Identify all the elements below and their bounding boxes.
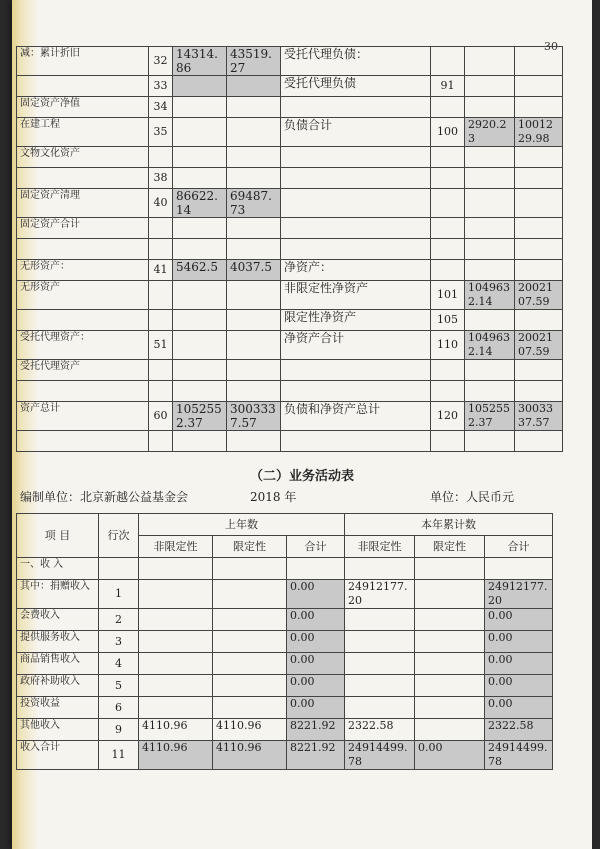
table-row (17, 47, 563, 76)
asset-closing-value (227, 147, 281, 168)
asset-closing-value (227, 218, 281, 239)
liability-code (431, 147, 465, 168)
liability-code (431, 360, 465, 381)
liability-code (431, 239, 465, 260)
asset-closing-value: 3003337.57 (227, 402, 281, 431)
liability-code (431, 47, 465, 76)
curr-unrestricted (345, 675, 415, 697)
asset-code: 35 (149, 118, 173, 147)
header-curr-restricted: 限定性 (415, 536, 485, 558)
asset-closing-value (227, 239, 281, 260)
table-row (17, 118, 563, 147)
activity-table (16, 513, 553, 770)
activity-table-title: （二）业务活动表 (249, 469, 354, 484)
liability-code (431, 218, 465, 239)
curr-total (485, 558, 553, 580)
liability-code (431, 168, 465, 189)
prev-restricted: 4110.96 (213, 719, 287, 741)
liability-closing-value (515, 310, 563, 331)
header-curr-total: 合计 (485, 536, 553, 558)
currency-unit: 单位：人民币元 (430, 490, 515, 504)
income-code: 6 (99, 697, 139, 719)
liability-code (431, 189, 465, 218)
liability-closing-value (515, 76, 563, 97)
curr-unrestricted (345, 609, 415, 631)
prev-total: 0.00 (287, 580, 345, 609)
curr-total: 2322.58 (485, 719, 553, 741)
table-row (17, 719, 553, 741)
table-row (17, 360, 563, 381)
table-row (17, 260, 563, 281)
liability-closing-value (515, 189, 563, 218)
prev-restricted (213, 609, 287, 631)
curr-restricted (415, 653, 485, 675)
liability-code: 105 (431, 310, 465, 331)
liability-opening-value (465, 310, 515, 331)
curr-total: 0.00 (485, 609, 553, 631)
asset-closing-value (227, 168, 281, 189)
asset-code: 38 (149, 168, 173, 189)
asset-opening-value (173, 360, 227, 381)
table-row (17, 147, 563, 168)
asset-opening-value: 86622.14 (173, 189, 227, 218)
curr-total: 0.00 (485, 631, 553, 653)
income-label: 商品销售收入 (17, 653, 99, 675)
income-code: 5 (99, 675, 139, 697)
asset-label: 固定资产合计 (17, 218, 149, 239)
curr-total: 0.00 (485, 697, 553, 719)
liability-label (281, 189, 431, 218)
prev-restricted (213, 558, 287, 580)
income-label: 政府补助收入 (17, 675, 99, 697)
liability-opening-value (465, 218, 515, 239)
income-code (99, 558, 139, 580)
asset-closing-value (227, 76, 281, 97)
curr-total: 0.00 (485, 675, 553, 697)
prev-restricted: 4110.96 (213, 741, 287, 770)
income-label: 其他收入 (17, 719, 99, 741)
prev-restricted (213, 697, 287, 719)
income-code: 3 (99, 631, 139, 653)
liability-opening-value: 2920.23 (465, 118, 515, 147)
liability-closing-value (515, 97, 563, 118)
liability-closing-value (515, 360, 563, 381)
asset-closing-value (227, 360, 281, 381)
curr-restricted (415, 631, 485, 653)
asset-code (149, 218, 173, 239)
liability-closing-value: 2002107.59 (515, 281, 563, 310)
curr-total: 0.00 (485, 653, 553, 675)
asset-code (149, 360, 173, 381)
liability-code (431, 97, 465, 118)
prev-unrestricted (139, 609, 213, 631)
asset-opening-value (173, 218, 227, 239)
asset-closing-value (227, 431, 281, 452)
prev-restricted (213, 675, 287, 697)
asset-opening-value (173, 97, 227, 118)
income-code: 2 (99, 609, 139, 631)
asset-code: 32 (149, 47, 173, 76)
asset-label: 减：累计折旧 (17, 47, 149, 76)
liability-closing-value: 2002107.59 (515, 331, 563, 360)
table-row (17, 281, 563, 310)
income-code: 9 (99, 719, 139, 741)
liability-closing-value (515, 218, 563, 239)
asset-code (149, 431, 173, 452)
liability-code: 100 (431, 118, 465, 147)
liability-opening-value: 1052552.37 (465, 402, 515, 431)
income-label: 投资收益 (17, 697, 99, 719)
liability-opening-value (465, 76, 515, 97)
liability-code: 120 (431, 402, 465, 431)
asset-opening-value (173, 281, 227, 310)
prev-total: 0.00 (287, 609, 345, 631)
prev-unrestricted (139, 653, 213, 675)
header-current-year: 本年累计数 (345, 514, 553, 536)
liability-opening-value: 1049632.14 (465, 281, 515, 310)
prev-restricted (213, 653, 287, 675)
prev-unrestricted (139, 631, 213, 653)
prev-total: 0.00 (287, 631, 345, 653)
income-label: 收入合计 (17, 741, 99, 770)
asset-opening-value (173, 118, 227, 147)
header-prev-total: 合计 (287, 536, 345, 558)
curr-unrestricted (345, 558, 415, 580)
asset-label: 受托代理资产 (17, 360, 149, 381)
table-row (17, 97, 563, 118)
document-page (12, 0, 592, 849)
income-code: 11 (99, 741, 139, 770)
prev-unrestricted (139, 580, 213, 609)
asset-closing-value (227, 281, 281, 310)
liability-closing-value: 1001229.98 (515, 118, 563, 147)
table-row (17, 697, 553, 719)
liability-opening-value (465, 189, 515, 218)
curr-total: 24912177.20 (485, 580, 553, 609)
asset-closing-value (227, 381, 281, 402)
liability-code (431, 431, 465, 452)
liability-code (431, 260, 465, 281)
asset-closing-value (227, 97, 281, 118)
liability-closing-value (515, 147, 563, 168)
liability-opening-value (465, 97, 515, 118)
asset-label: 资产总计 (17, 402, 149, 431)
liability-opening-value (465, 381, 515, 402)
asset-code: 60 (149, 402, 173, 431)
asset-label (17, 76, 149, 97)
income-code: 1 (99, 580, 139, 609)
asset-closing-value (227, 331, 281, 360)
asset-opening-value (173, 310, 227, 331)
liability-opening-value (465, 47, 515, 76)
liability-code (431, 381, 465, 402)
asset-code: 34 (149, 97, 173, 118)
asset-label: 受托代理资产： (17, 331, 149, 360)
asset-code: 40 (149, 189, 173, 218)
liability-label (281, 218, 431, 239)
table-row (17, 431, 563, 452)
header-prev-unrestricted: 非限定性 (139, 536, 213, 558)
table-row (17, 741, 553, 770)
header-prev-restricted: 限定性 (213, 536, 287, 558)
table-row (17, 558, 553, 580)
curr-restricted (415, 580, 485, 609)
asset-code (149, 381, 173, 402)
asset-opening-value (173, 168, 227, 189)
table-row (17, 310, 563, 331)
liability-label (281, 431, 431, 452)
header-prev-year: 上年数 (139, 514, 345, 536)
asset-label: 无形资产 (17, 281, 149, 310)
liability-closing-value (515, 381, 563, 402)
asset-closing-value: 69487.73 (227, 189, 281, 218)
curr-restricted: 0.00 (415, 741, 485, 770)
asset-opening-value: 1052552.37 (173, 402, 227, 431)
liability-code: 91 (431, 76, 465, 97)
asset-label (17, 239, 149, 260)
asset-opening-value (173, 331, 227, 360)
asset-opening-value: 14314.86 (173, 47, 227, 76)
liability-label: 净资产合计 (281, 331, 431, 360)
asset-opening-value (173, 76, 227, 97)
liability-label: 负债合计 (281, 118, 431, 147)
curr-unrestricted: 24912177.20 (345, 580, 415, 609)
liability-label: 限定性净资产 (281, 310, 431, 331)
table-row (17, 675, 553, 697)
asset-closing-value: 43519.27 (227, 47, 281, 76)
asset-label (17, 310, 149, 331)
income-label: 提供服务收入 (17, 631, 99, 653)
curr-restricted (415, 675, 485, 697)
liability-label (281, 360, 431, 381)
liability-opening-value (465, 431, 515, 452)
prev-total: 8221.92 (287, 741, 345, 770)
table-row (17, 168, 563, 189)
income-code: 4 (99, 653, 139, 675)
asset-opening-value: 5462.5 (173, 260, 227, 281)
table-row (17, 609, 553, 631)
liability-label: 受托代理负债： (281, 47, 431, 76)
asset-label: 固定资产清理 (17, 189, 149, 218)
table-row (17, 189, 563, 218)
asset-closing-value: 4037.5 (227, 260, 281, 281)
table-row (17, 580, 553, 609)
asset-opening-value (173, 381, 227, 402)
asset-code (149, 239, 173, 260)
asset-code: 33 (149, 76, 173, 97)
asset-code (149, 281, 173, 310)
liability-label: 负债和净资产总计 (281, 402, 431, 431)
asset-code (149, 147, 173, 168)
curr-unrestricted: 24914499.78 (345, 741, 415, 770)
liability-label: 非限定性净资产 (281, 281, 431, 310)
page-number: 30 (544, 40, 558, 53)
liability-label (281, 168, 431, 189)
asset-closing-value (227, 310, 281, 331)
asset-label (17, 381, 149, 402)
prev-unrestricted (139, 675, 213, 697)
asset-code: 51 (149, 331, 173, 360)
liability-closing-value (515, 431, 563, 452)
liability-opening-value (465, 360, 515, 381)
income-label: 一、收 入 (17, 558, 99, 580)
liability-closing-value (515, 168, 563, 189)
asset-closing-value (227, 118, 281, 147)
asset-label (17, 431, 149, 452)
asset-code: 41 (149, 260, 173, 281)
prev-unrestricted: 4110.96 (139, 719, 213, 741)
asset-code (149, 310, 173, 331)
prev-total: 8221.92 (287, 719, 345, 741)
header-curr-unrestricted: 非限定性 (345, 536, 415, 558)
liability-opening-value (465, 168, 515, 189)
asset-label: 在建工程 (17, 118, 149, 147)
prev-unrestricted (139, 697, 213, 719)
table-row (17, 76, 563, 97)
curr-restricted (415, 697, 485, 719)
asset-label: 固定资产净值 (17, 97, 149, 118)
table-row (17, 331, 563, 360)
asset-opening-value (173, 239, 227, 260)
curr-unrestricted (345, 631, 415, 653)
liability-opening-value: 1049632.14 (465, 331, 515, 360)
liability-opening-value (465, 260, 515, 281)
liability-code: 101 (431, 281, 465, 310)
asset-opening-value (173, 431, 227, 452)
asset-label (17, 168, 149, 189)
curr-total: 24914499.78 (485, 741, 553, 770)
header-code: 行次 (99, 514, 139, 558)
curr-unrestricted (345, 697, 415, 719)
liability-label (281, 239, 431, 260)
curr-unrestricted: 2322.58 (345, 719, 415, 741)
liability-label: 受托代理负债 (281, 76, 431, 97)
table-row (17, 653, 553, 675)
prev-restricted (213, 580, 287, 609)
prev-restricted (213, 631, 287, 653)
income-label: 会费收入 (17, 609, 99, 631)
table-row (17, 239, 563, 260)
asset-label: 无形资产： (17, 260, 149, 281)
asset-opening-value (173, 147, 227, 168)
organization-label: 编制单位：北京新越公益基金会 (20, 490, 189, 504)
prev-total: 0.00 (287, 675, 345, 697)
table-row (17, 631, 553, 653)
table-row (17, 218, 563, 239)
report-year: 2018 年 (250, 490, 297, 504)
curr-unrestricted (345, 653, 415, 675)
liability-closing-value (515, 239, 563, 260)
prev-unrestricted (139, 558, 213, 580)
asset-label: 文物文化资产 (17, 147, 149, 168)
liability-label (281, 147, 431, 168)
header-item: 项 目 (17, 514, 99, 558)
table-row (17, 381, 563, 402)
prev-total: 0.00 (287, 697, 345, 719)
liability-opening-value (465, 147, 515, 168)
balance-sheet-table (16, 46, 563, 452)
liability-closing-value (515, 260, 563, 281)
prev-unrestricted: 4110.96 (139, 741, 213, 770)
table-row (17, 402, 563, 431)
liability-closing-value: 3003337.57 (515, 402, 563, 431)
liability-label (281, 381, 431, 402)
liability-label: 净资产： (281, 260, 431, 281)
prev-total: 0.00 (287, 653, 345, 675)
liability-label (281, 97, 431, 118)
liability-closing-value (515, 47, 563, 76)
curr-restricted (415, 719, 485, 741)
prev-total (287, 558, 345, 580)
liability-code: 110 (431, 331, 465, 360)
curr-restricted (415, 609, 485, 631)
curr-restricted (415, 558, 485, 580)
income-label: 其中：捐赠收入 (17, 580, 99, 609)
liability-opening-value (465, 239, 515, 260)
